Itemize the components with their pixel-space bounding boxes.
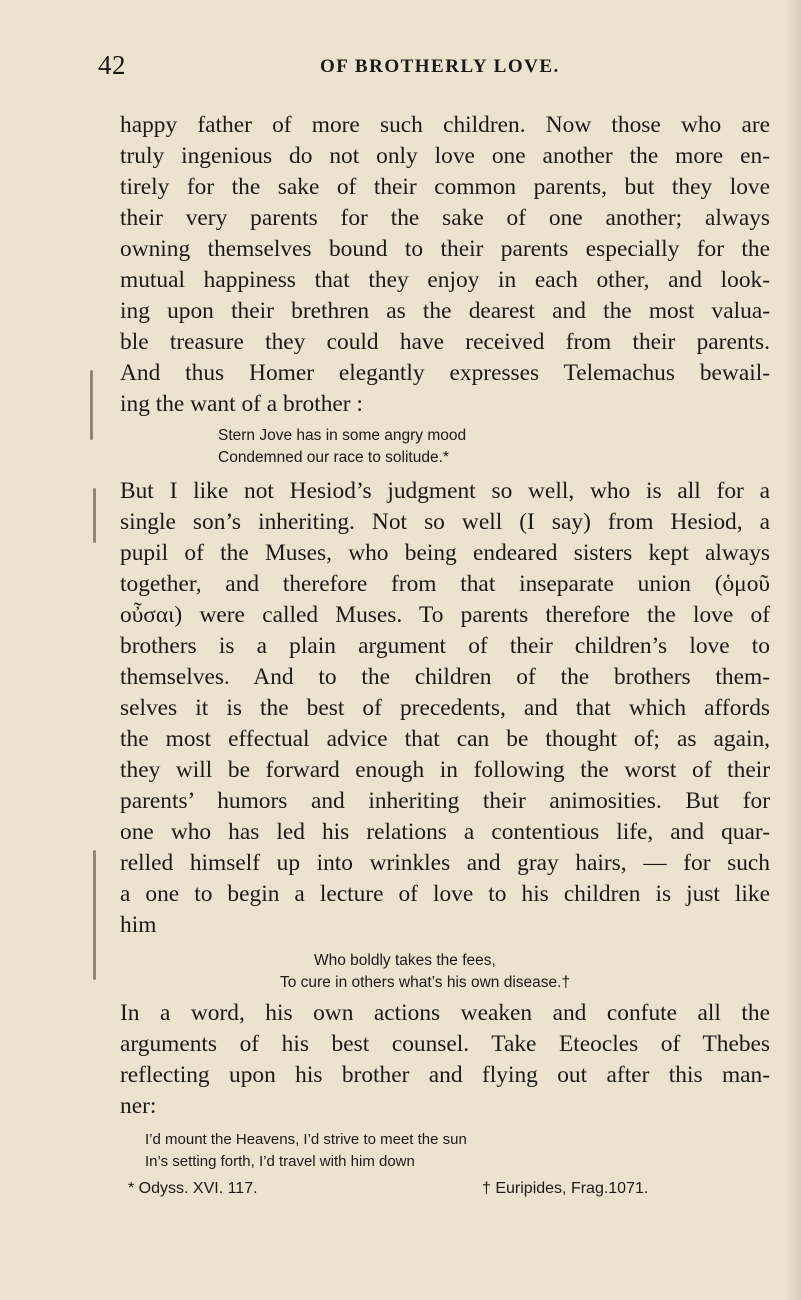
verse-line: Condemned our race to solitude.* [218,449,449,466]
verse-quote-3-lines [145,1129,705,1173]
text-line: reflecting upon his brother and flying out after this man- [120,1062,770,1088]
text-line: arguments of his best counsel. Take Eteocles of Thebes [120,1031,770,1057]
verse-line: Stern Jove has in some angry mood [218,427,467,444]
text-line: mutual happiness that they enjoy in each other, and look- [120,267,770,293]
text-line: together, and therefore from that inseparate union (ὁμοῦ [120,571,770,597]
text-line: a one to begin a lecture of love to his children is just like [120,881,770,907]
text-line: pupil of the Muses, who being endeared sisters kept always [120,540,770,566]
text-line: ner: [120,1093,157,1119]
text-line: themselves. And to the children of the brothers them- [120,664,770,690]
text-line: οὖσαι) were called Muses. To parents therefore the love of [120,602,770,628]
text-line: single son’s inheriting. Not so well (I say) from Hesiod, a [120,509,770,535]
text-line: happy father of more such children. Now those who are [120,112,770,138]
footnote-euripides: † Euripides, Frag.1071. [482,1180,649,1197]
text-line: they will be forward enough in following the worst of their [120,757,770,783]
text-line: owning themselves bound to their parents especially for the [120,236,770,262]
margin-mark [93,850,96,980]
text-line: their very parents for the sake of one another; always [120,205,770,231]
verse-line: I’d mount the Heavens, I’d strive to meet the sun [145,1131,467,1148]
verse-line: In’s setting forth, I’d travel with him down [145,1153,415,1170]
text-line: him [120,912,157,938]
text-line: truly ingenious do not only love one another the more en- [120,143,770,169]
margin-mark [90,370,93,440]
paragraph-1 [120,110,770,420]
text-line: one who has led his relations a contentious life, and quar- [120,819,770,845]
text-line: brothers is a plain argument of their children’s love to [120,633,770,659]
text-line: parents’ humors and inheriting their animosities. But for [120,788,770,814]
text-line: But I like not Hesiod’s judgment so well, who is all for a [120,478,770,504]
text-line: selves it is the best of precedents, and that which affords [120,695,770,721]
verse-line: To cure in others what’s his own disease.† [280,974,571,991]
paragraph-2 [120,476,770,941]
verse-quote-2 [280,950,720,994]
page-edge-shadow [787,0,801,1300]
margin-mark [93,488,96,543]
verse-quote-1 [218,425,718,469]
text-line: In a word, his own actions weaken and confute all the [120,1000,770,1026]
text-line: ing upon their brethren as the dearest and the most valua- [120,298,770,324]
text-line: the most effectual advice that can be thought of; as again, [120,726,770,752]
text-line: And thus Homer elegantly expresses Telemachus bewail- [120,360,770,386]
paragraph-3 [120,998,770,1122]
text-line: relled himself up into wrinkles and gray hairs, — for such [120,850,770,876]
text-line: ble treasure they could have received from their parents. [120,329,770,355]
verse-line: Who boldly takes the fees, [314,952,496,969]
page-header [0,50,801,90]
running-head: OF BROTHERLY LOVE. [320,56,560,77]
footnote-odyssey: * Odyss. XVI. 117. [128,1180,258,1197]
text-line: ing the want of a brother : [120,391,363,417]
text-line: tirely for the sake of their common parents, but they love [120,174,770,200]
page-number: 42 [98,50,126,80]
